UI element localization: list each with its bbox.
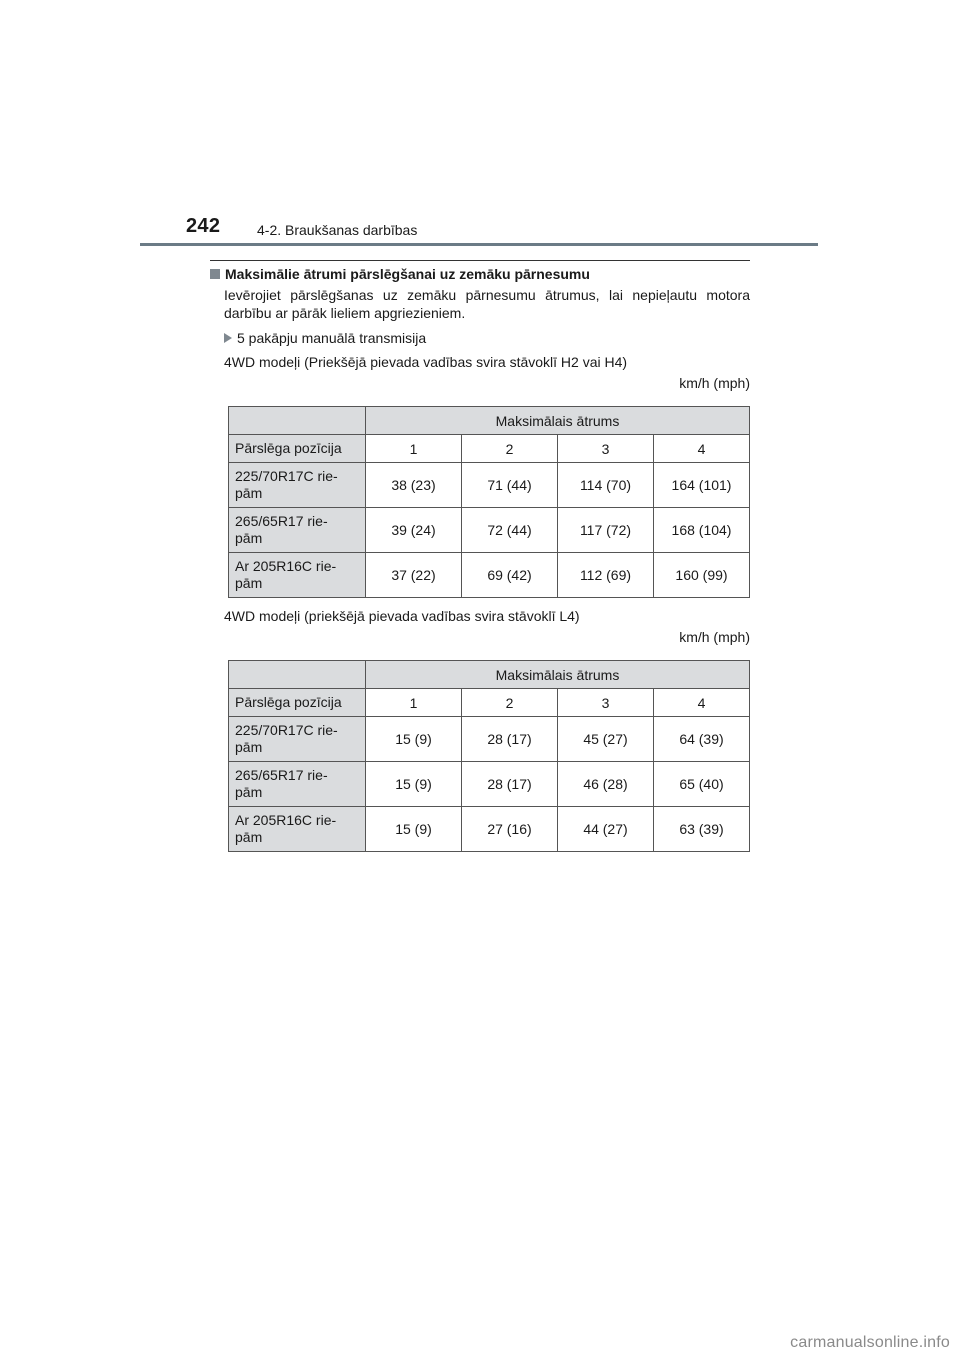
- position-cell: 1: [366, 689, 462, 717]
- speed-cell: 15 (9): [366, 717, 462, 762]
- position-label: Pārslēga pozīcija: [229, 435, 366, 463]
- square-bullet-icon: [210, 269, 220, 279]
- position-cell: 3: [558, 435, 654, 463]
- speed-cell: 46 (28): [558, 762, 654, 807]
- speed-cell: 45 (27): [558, 717, 654, 762]
- table-row: [229, 463, 750, 508]
- tyre-label: 265/65R17 rie- pām: [229, 508, 366, 553]
- section-heading: [210, 266, 750, 282]
- tyre-label: 225/70R17C rie- pām: [229, 717, 366, 762]
- table-row: [229, 762, 750, 807]
- tyre-label: 225/70R17C rie- pām: [229, 463, 366, 508]
- speed-cell: 164 (101): [654, 463, 750, 508]
- tyre-label: 265/65R17 rie- pām: [229, 762, 366, 807]
- section-divider: [210, 260, 750, 261]
- speed-cell: 38 (23): [366, 463, 462, 508]
- speed-cell: 168 (104): [654, 508, 750, 553]
- speed-cell: 64 (39): [654, 717, 750, 762]
- speed-cell: 69 (42): [462, 553, 558, 598]
- tyre-label: Ar 205R16C rie- pām: [229, 807, 366, 852]
- table-corner-cell: [229, 661, 366, 689]
- speed-cell: 117 (72): [558, 508, 654, 553]
- speed-cell: 65 (40): [654, 762, 750, 807]
- speed-cell: 114 (70): [558, 463, 654, 508]
- table-caption: 4WD modeļi (priekšējā pievada vadības svira stāvoklī L4): [224, 608, 580, 624]
- position-label: Pārslēga pozīcija: [229, 689, 366, 717]
- table-row: [229, 508, 750, 553]
- speed-cell: 15 (9): [366, 762, 462, 807]
- position-cell: 2: [462, 435, 558, 463]
- speed-cell: 39 (24): [366, 508, 462, 553]
- header-rule: [140, 243, 818, 246]
- speed-cell: 28 (17): [462, 717, 558, 762]
- triangle-bullet-icon: [224, 333, 232, 343]
- section-body: Ievērojiet pārslēgšanas uz zemāku pārnesumu ātrumus, lai nepieļautu motora darbību ar pārāk lieliem apgriezieniem.: [224, 287, 750, 321]
- page-content: [210, 266, 750, 852]
- speed-cell: 27 (16): [462, 807, 558, 852]
- table-row: [229, 717, 750, 762]
- table-units: km/h (mph): [679, 375, 750, 391]
- table-corner-cell: [229, 407, 366, 435]
- speed-cell: 44 (27): [558, 807, 654, 852]
- speed-cell: 15 (9): [366, 807, 462, 852]
- sub-item-text: 5 pakāpju manuālā transmisija: [237, 330, 427, 346]
- position-cell: 4: [654, 435, 750, 463]
- speed-cell: 28 (17): [462, 762, 558, 807]
- position-cell: 4: [654, 689, 750, 717]
- sub-item: [224, 330, 750, 346]
- table-header: Maksimālais ātrums: [366, 661, 750, 689]
- speed-cell: 72 (44): [462, 508, 558, 553]
- speed-cell: 37 (22): [366, 553, 462, 598]
- page-number: 242: [186, 215, 221, 237]
- section-heading-text: Maksimālie ātrumi pārslēgšanai uz zemāku pārnesumu: [225, 266, 590, 282]
- speed-table-block-h2-h4: [210, 354, 750, 598]
- speed-cell: 160 (99): [654, 553, 750, 598]
- watermark: carmanualsonline.info: [790, 1334, 950, 1351]
- section-title: 4-2. Braukšanas darbības: [257, 222, 418, 238]
- speed-table: [228, 660, 750, 852]
- table-caption: 4WD modeļi (Priekšējā pievada vadības svira stāvoklī H2 vai H4): [224, 354, 628, 370]
- speed-cell: 112 (69): [558, 553, 654, 598]
- speed-cell: 71 (44): [462, 463, 558, 508]
- table-row: [229, 553, 750, 598]
- position-cell: 1: [366, 435, 462, 463]
- table-units: km/h (mph): [679, 629, 750, 645]
- position-cell: 3: [558, 689, 654, 717]
- table-row: [229, 807, 750, 852]
- speed-table-block-l4: [210, 608, 750, 852]
- table-header: Maksimālais ātrums: [366, 407, 750, 435]
- position-cell: 2: [462, 689, 558, 717]
- speed-table: [228, 406, 750, 598]
- speed-cell: 63 (39): [654, 807, 750, 852]
- tyre-label: Ar 205R16C rie- pām: [229, 553, 366, 598]
